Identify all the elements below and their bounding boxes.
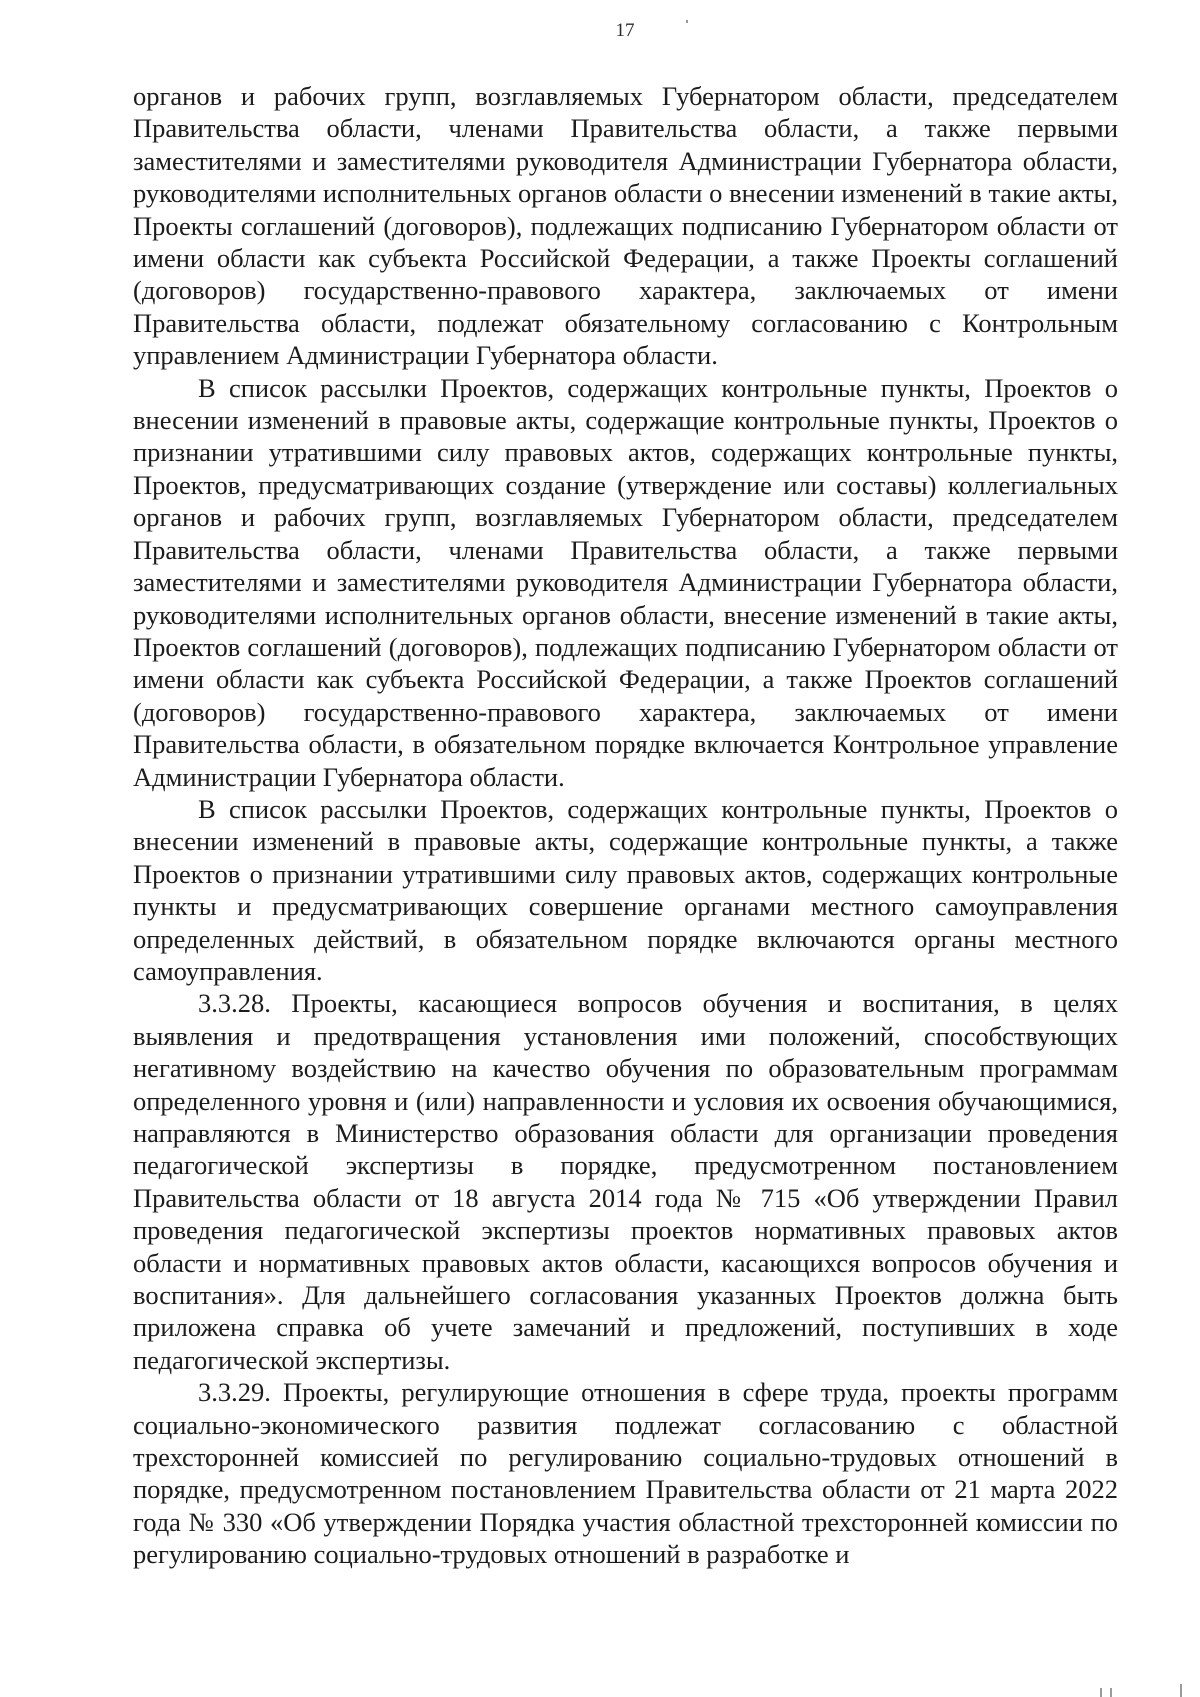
scan-speck <box>1100 1688 1102 1697</box>
document-body <box>133 80 1118 1571</box>
paragraph-section-3-3-29: 3.3.29. Проекты, регулирующие отношения в сфере труда, проекты программ социально-экономического развития подлежат согласованию с областной трехсторонней комиссией по регулированию социально-трудовых отношений в порядке, предусмотренном постановлением Правительства области от 21 марта 2022 года № 330 «Об утверждении Порядка участия областной трехсторонней комиссии по регулированию социально-трудовых отношений в разработке и <box>133 1377 1118 1570</box>
paragraph-section-3-3-28: 3.3.28. Проекты, касающиеся вопросов обучения и воспитания, в целях выявления и предотвращения установления ими положений, способствующих негативному воздействию на качество обучения по образовательным программам определенного уровня и (или) направленности и условия их освоения обучающимися, направляются в Министерство образования области для организации проведения педагогической экспертизы в порядке, предусмотренном постановлением Правительства области от 18 августа 2014 года № 715 «Об утверждении Правил проведения педагогической экспертизы проектов нормативных правовых актов области и нормативных правовых актов области, касающихся вопросов обучения и воспитания». Для дальнейшего согласования указанных Проектов должна быть приложена справка об учете замечаний и предложений, поступивших в ходе педагогической экспертизы. <box>133 988 1118 1375</box>
scan-speck <box>1180 1684 1182 1697</box>
paragraph-mailing-list-control: В список рассылки Проектов, содержащих контрольные пункты, Проектов о внесении изменений в правовые акты, содержащие контрольные пункты, Проектов о признании утратившими силу правовых актов, содержащих контрольные пункты, Проектов, предусматривающих создание (утверждение или составы) коллегиальных органов и рабочих групп, возглавляемых Губернатором области, председателем Правительства области, членами Правительства области, а также первыми заместителями и заместителями руководителя Администрации Губернатора области, руководителями исполнительных органов области, внесение изменений в такие акты, Проектов соглашений (договоров), подлежащих подписанию Губернатором области от имени области как субъекта Российской Федерации, а также Проектов соглашений (договоров) государственно-правового характера, заключаемых от имени Правительства области, в обязательном порядке включается Контрольное управление Администрации Губернатора области. <box>133 372 1118 792</box>
scan-speck <box>1110 1688 1112 1697</box>
paragraph-continuation: органов и рабочих групп, возглавляемых Губернатором области, председателем Правительства области, членами Правительства области, а также первыми заместителями и заместителями руководителя Администрации Губернатора области, руководителями исполнительных органов области о внесении изменений в такие акты, Проекты соглашений (договоров), подлежащих подписанию Губернатором области от имени области как субъекта Российской Федерации, а также Проекты соглашений (договоров) государственно-правового характера, заключаемых от имени Правительства области, подлежат обязательному согласованию с Контрольным управлением Администрации Губернатора области. <box>133 81 1118 371</box>
scan-speck <box>686 20 688 23</box>
paragraph-mailing-list-local-government: В список рассылки Проектов, содержащих контрольные пункты, Проектов о внесении изменений в правовые акты, содержащие контрольные пункты, а также Проектов о признании утратившими силу правовых актов, содержащих контрольные пункты и предусматривающих совершение органами местного самоуправления определенных действий, в обязательном порядке включаются органы местного самоуправления. <box>133 793 1118 986</box>
page-number: 17 <box>615 20 635 41</box>
